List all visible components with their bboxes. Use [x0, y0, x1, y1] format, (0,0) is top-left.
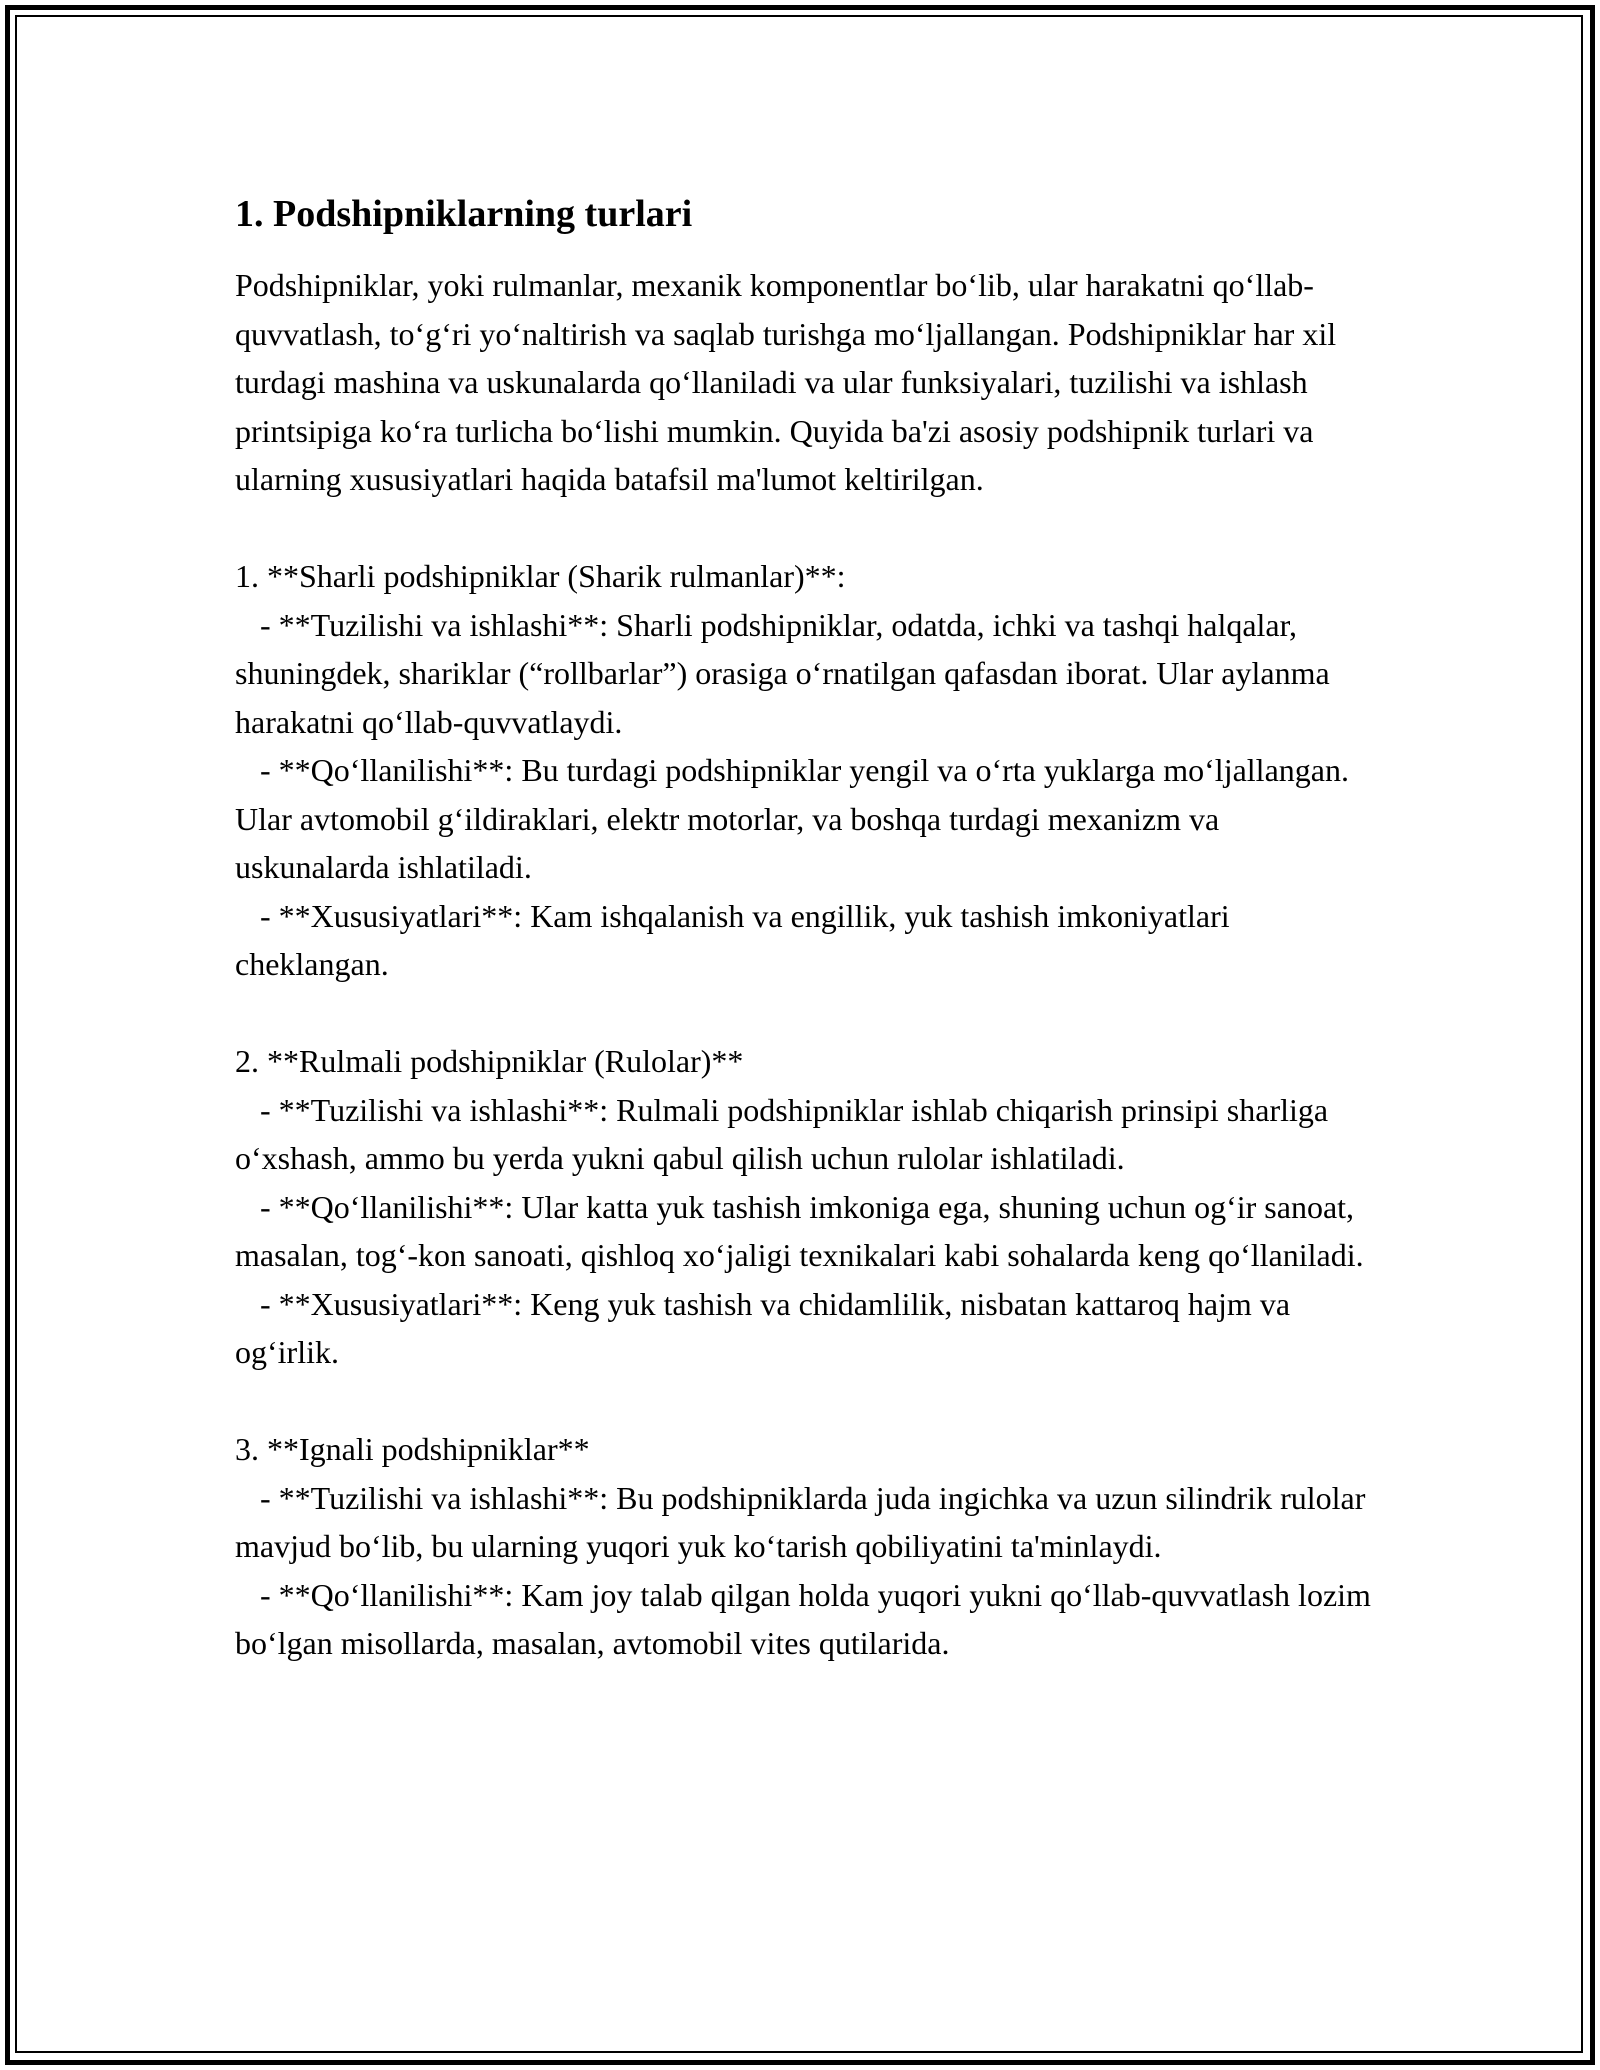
- section-item-structure: - **Tuzilishi va ishlashi**: Bu podshipniklarda juda ingichka va uzun silindrik rulolar mavjud bo‘lib, bu ularning yuqori yuk ko‘tarish qobiliyatini ta'minlaydi.: [235, 1479, 1366, 1564]
- section-item-usage: - **Qo‘llanilishi**: Ular katta yuk tashish imkoniga ega, shuning uchun og‘ir sanoat, masalan, tog‘-kon sanoati, qishloq xo‘jaligi texnikalari kabi sohalarda keng qo‘llaniladi.: [235, 1188, 1364, 1273]
- section-heading: 1. **Sharli podshipniklar (Sharik rulmanlar)**:: [235, 558, 846, 594]
- section-item-usage: - **Qo‘llanilishi**: Bu turdagi podshipniklar yengil va o‘rta yuklarga mo‘ljallangan. Ular avtomobil g‘ildiraklari, elektr motorlar, va boshqa turdagi mexanizm va uskunalarda ishlatiladi.: [235, 752, 1349, 885]
- intro-paragraph: Podshipniklar, yoki rulmanlar, mexanik komponentlar bo‘lib, ular harakatni qo‘llab-quvvatlash, to‘g‘ri yo‘naltirish va saqlab turishga mo‘ljallangan. Podshipniklar har xil turdagi mashina va uskunalarda qo‘llaniladi va ular funksiyalari, tuzilishi va ishlash printsipiga ko‘ra turlicha bo‘lishi mumkin. Quyida ba'zi asosiy podshipnik turlari va ularning xususiyatlari haqida batafsil ma'lumot keltirilgan.: [235, 267, 1337, 497]
- section-needle-bearings: [235, 1425, 1375, 1668]
- document-body: [235, 186, 1375, 1668]
- section-heading: 2. **Rulmali podshipniklar (Rulolar)**: [235, 1043, 744, 1079]
- section-item-features: - **Xususiyatlari**: Keng yuk tashish va chidamlilik, nisbatan kattaroq hajm va og‘irlik.: [235, 1285, 1291, 1370]
- section-ball-bearings: [235, 552, 1375, 989]
- section-heading: 3. **Ignali podshipniklar**: [235, 1431, 590, 1467]
- document-title: 1. Podshipniklarning turlari: [235, 193, 693, 235]
- section-item-usage: - **Qo‘llanilishi**: Kam joy talab qilgan holda yuqori yukni qo‘llab-quvvatlash lozim bo‘lgan misollarda, masalan, avtomobil vites qutilarida.: [235, 1576, 1371, 1661]
- section-item-structure: - **Tuzilishi va ishlashi**: Rulmali podshipniklar ishlab chiqarish prinsipi sharliga o‘xshash, ammo bu yerda yukni qabul qilish uchun rulolar ishlatiladi.: [235, 1091, 1329, 1176]
- section-item-structure: - **Tuzilishi va ishlashi**: Sharli podshipniklar, odatda, ichki va tashqi halqalar, shuningdek, shariklar (“rollbarlar”) orasiga o‘rnatilgan qafasdan iborat. Ular aylanma harakatni qo‘llab-quvvatlaydi.: [235, 606, 1330, 740]
- section-item-features: - **Xususiyatlari**: Kam ishqalanish va engillik, yuk tashish imkoniyatlari cheklangan.: [235, 897, 1230, 982]
- section-roller-bearings: [235, 1037, 1375, 1377]
